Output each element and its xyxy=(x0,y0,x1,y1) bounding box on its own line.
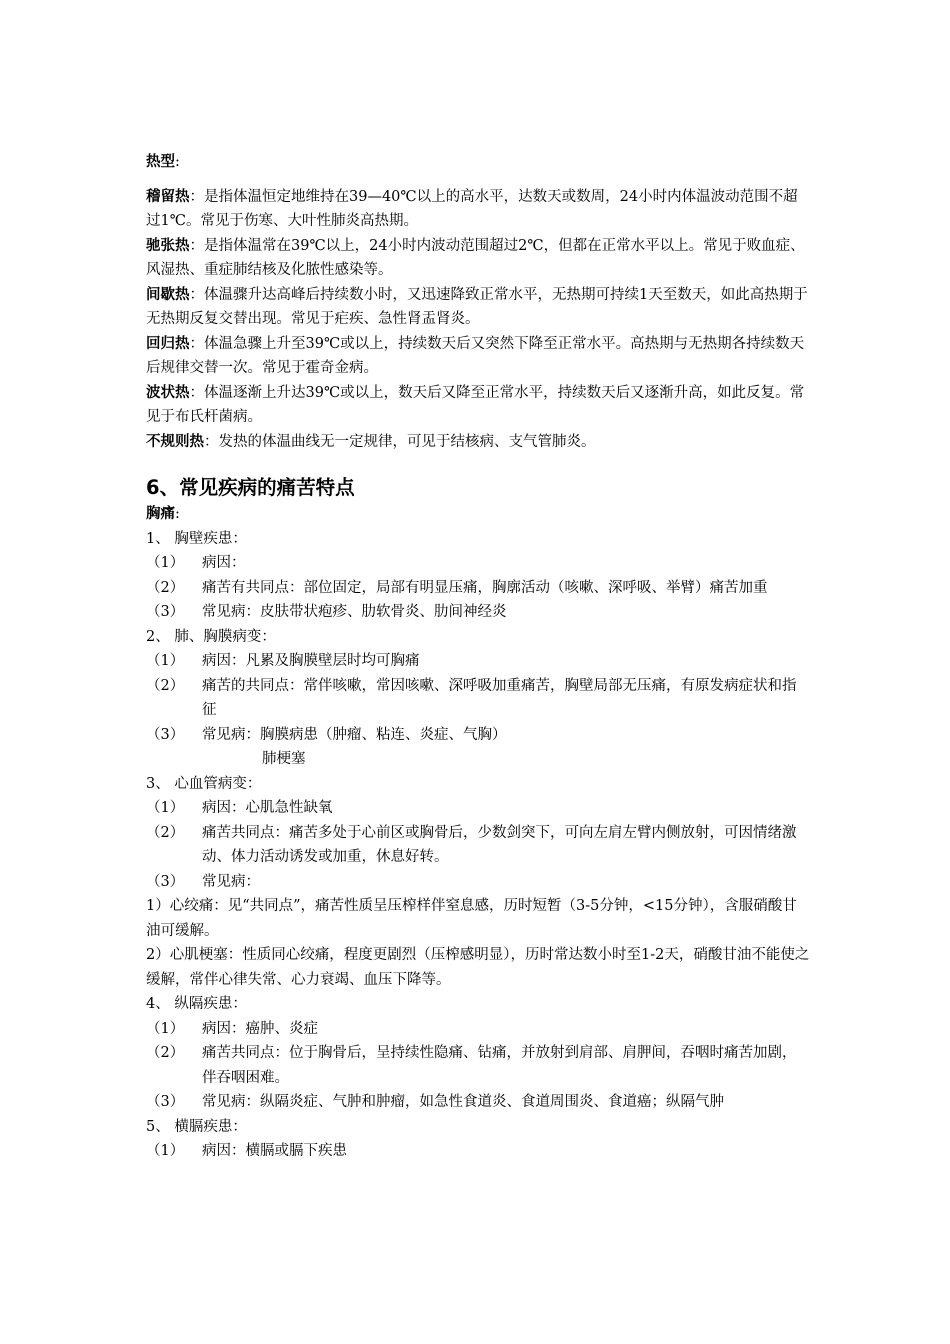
fever-type-text: ：是指体温恒定地维持在39—40℃以上的高水平，达数天或数周，24小时内体温波动范围不超过1℃。常见于伤寒、大叶性肺炎高热期。 xyxy=(146,188,798,229)
item-text: 常见病：纵隔炎症、气肿和肿瘤，如急性食道炎、食道周围炎、食道癌；纵隔气肿 xyxy=(202,1094,724,1110)
list-item xyxy=(146,870,810,895)
fever-type-term: 不规则热 xyxy=(146,433,204,450)
item-text: 痛苦有共同点：部位固定，局部有明显压痛，胸廓活动（咳嗽、深呼吸、举臂）痛苦加重 xyxy=(202,579,768,596)
item-number: （3） xyxy=(146,1094,185,1110)
group-title: 3、 心血管病变： xyxy=(146,775,262,792)
item-number: （2） xyxy=(146,677,185,694)
fever-type-item xyxy=(146,332,810,381)
fever-type-term: 稽留热 xyxy=(146,188,190,205)
item-text: 常见病：皮肤带状疱疹、肋软骨炎、肋间神经炎 xyxy=(202,604,507,620)
group-title: 1、 胸壁疾患： xyxy=(146,530,247,547)
fever-type-text: ：体温急骤上升至39℃或以上，持续数天后又突然下降至正常水平。高热期与无热期各持续数天后规律交替一次。常见于霍奇金病。 xyxy=(146,335,805,376)
item-text: 痛苦共同点：位于胸骨后，呈持续性隐痛、钻痛，并放射到肩部、肩胛间，吞咽时痛苦加剧，伴吞咽困难。 xyxy=(202,1045,797,1086)
list-item xyxy=(146,796,810,821)
item-number: （1） xyxy=(146,1143,185,1159)
fever-type-text: ：体温骤升达高峰后持续数小时，又迅速降致正常水平，无热期可持续1天至数天，如此高热期于无热期反复交替出现。常见于疟疾、急性肾盂肾炎。 xyxy=(146,286,808,327)
item-number: （1） xyxy=(146,800,185,816)
item-text: 病因：心肌急性缺氧 xyxy=(202,800,333,816)
fever-type-text: ：是指体温常在39℃以上，24小时内波动范围超过2℃，但都在正常水平以上。常见于败血症、风湿热、重症肺结核及化脓性感染等。 xyxy=(146,237,805,278)
item-text: 常见病： xyxy=(202,873,260,890)
fever-type-item xyxy=(146,381,810,430)
fever-types-label: 热型 xyxy=(146,154,175,170)
item-number: （2） xyxy=(146,1045,185,1061)
infarction-paragraph: 2）心肌梗塞：性质同心绞痛，程度更剧烈（压榨感明显），历时常达数小时至1-2天，硝酸甘油不能使之缓解，常伴心律失常、心力衰竭、血压下降等。 xyxy=(146,947,810,988)
item-number: （2） xyxy=(146,579,185,596)
fever-type-text: ：发热的体温曲线无一定规律，可见于结核病、支气管肺炎。 xyxy=(204,433,596,450)
list-item xyxy=(146,1090,810,1115)
fever-type-item xyxy=(146,234,810,283)
fever-type-term: 回归热 xyxy=(146,335,190,352)
item-number: （1） xyxy=(146,653,185,669)
chest-pain-title xyxy=(146,502,810,527)
list-item xyxy=(146,576,810,601)
item-continuation: 肺梗塞 xyxy=(262,751,306,767)
item-number: （2） xyxy=(146,824,185,841)
list-item xyxy=(146,821,810,870)
item-number: （3） xyxy=(146,873,185,890)
item-text: 痛苦的共同点：常伴咳嗽，常因咳嗽、深呼吸加重痛苦，胸壁局部无压痛，有原发病症状和指征 xyxy=(202,677,797,718)
group-title: 5、 横膈疾患： xyxy=(146,1118,247,1135)
chest-pain-label: 胸痛 xyxy=(146,506,175,522)
item-number: （3） xyxy=(146,604,185,620)
item-text: 病因： xyxy=(202,555,246,571)
document-page xyxy=(146,150,810,1164)
group-title: 4、 纵隔疾患： xyxy=(146,996,247,1012)
fever-type-item xyxy=(146,283,810,332)
spacer xyxy=(146,175,810,185)
list-item xyxy=(146,649,810,674)
list-item xyxy=(146,600,810,625)
fever-types-colon: : xyxy=(175,154,180,170)
item-text: 病因：癌肿、炎症 xyxy=(202,1020,318,1037)
list-item xyxy=(146,674,810,723)
item-text: 病因：凡累及胸膜壁层时均可胸痛 xyxy=(202,653,420,669)
fever-type-item xyxy=(146,185,810,234)
section-heading: 6、常见疾病的痛苦特点 xyxy=(146,476,355,499)
list-item xyxy=(146,723,810,748)
group-title: 2、 肺、胸膜病变： xyxy=(146,628,276,645)
list-item xyxy=(146,551,810,576)
fever-type-term: 波状热 xyxy=(146,384,190,401)
item-number: （3） xyxy=(146,726,185,743)
list-item xyxy=(146,1041,810,1090)
chest-pain-colon: : xyxy=(175,506,180,522)
item-number: （1） xyxy=(146,555,185,571)
fever-type-item xyxy=(146,430,810,455)
angina-paragraph: 1）心绞痛：见“共同点”，痛苦性质呈压榨样伴窒息感，历时短暂（3-5分钟，<15分钟），含服硝酸甘油可缓解。 xyxy=(146,898,797,939)
fever-type-term: 间歇热 xyxy=(146,286,190,303)
list-item xyxy=(146,1017,810,1042)
item-text: 病因：横膈或膈下疾患 xyxy=(202,1143,347,1159)
item-number: （1） xyxy=(146,1020,185,1037)
fever-type-text: ：体温逐渐上升达39℃或以上，数天后又降至正常水平，持续数天后又逐渐升高，如此反复。常见于布氏杆菌病。 xyxy=(146,384,805,425)
list-item xyxy=(146,1139,810,1164)
item-text: 常见病：胸膜病患（肿瘤、粘连、炎症、气胸） xyxy=(202,726,507,743)
fever-type-term: 驰张热 xyxy=(146,237,190,254)
item-text: 痛苦共同点：痛苦多处于心前区或胸骨后，少数剑突下，可向左肩左臂内侧放射，可因情绪激动、体力活动诱发或加重，休息好转。 xyxy=(202,824,797,865)
fever-types-title xyxy=(146,150,810,175)
